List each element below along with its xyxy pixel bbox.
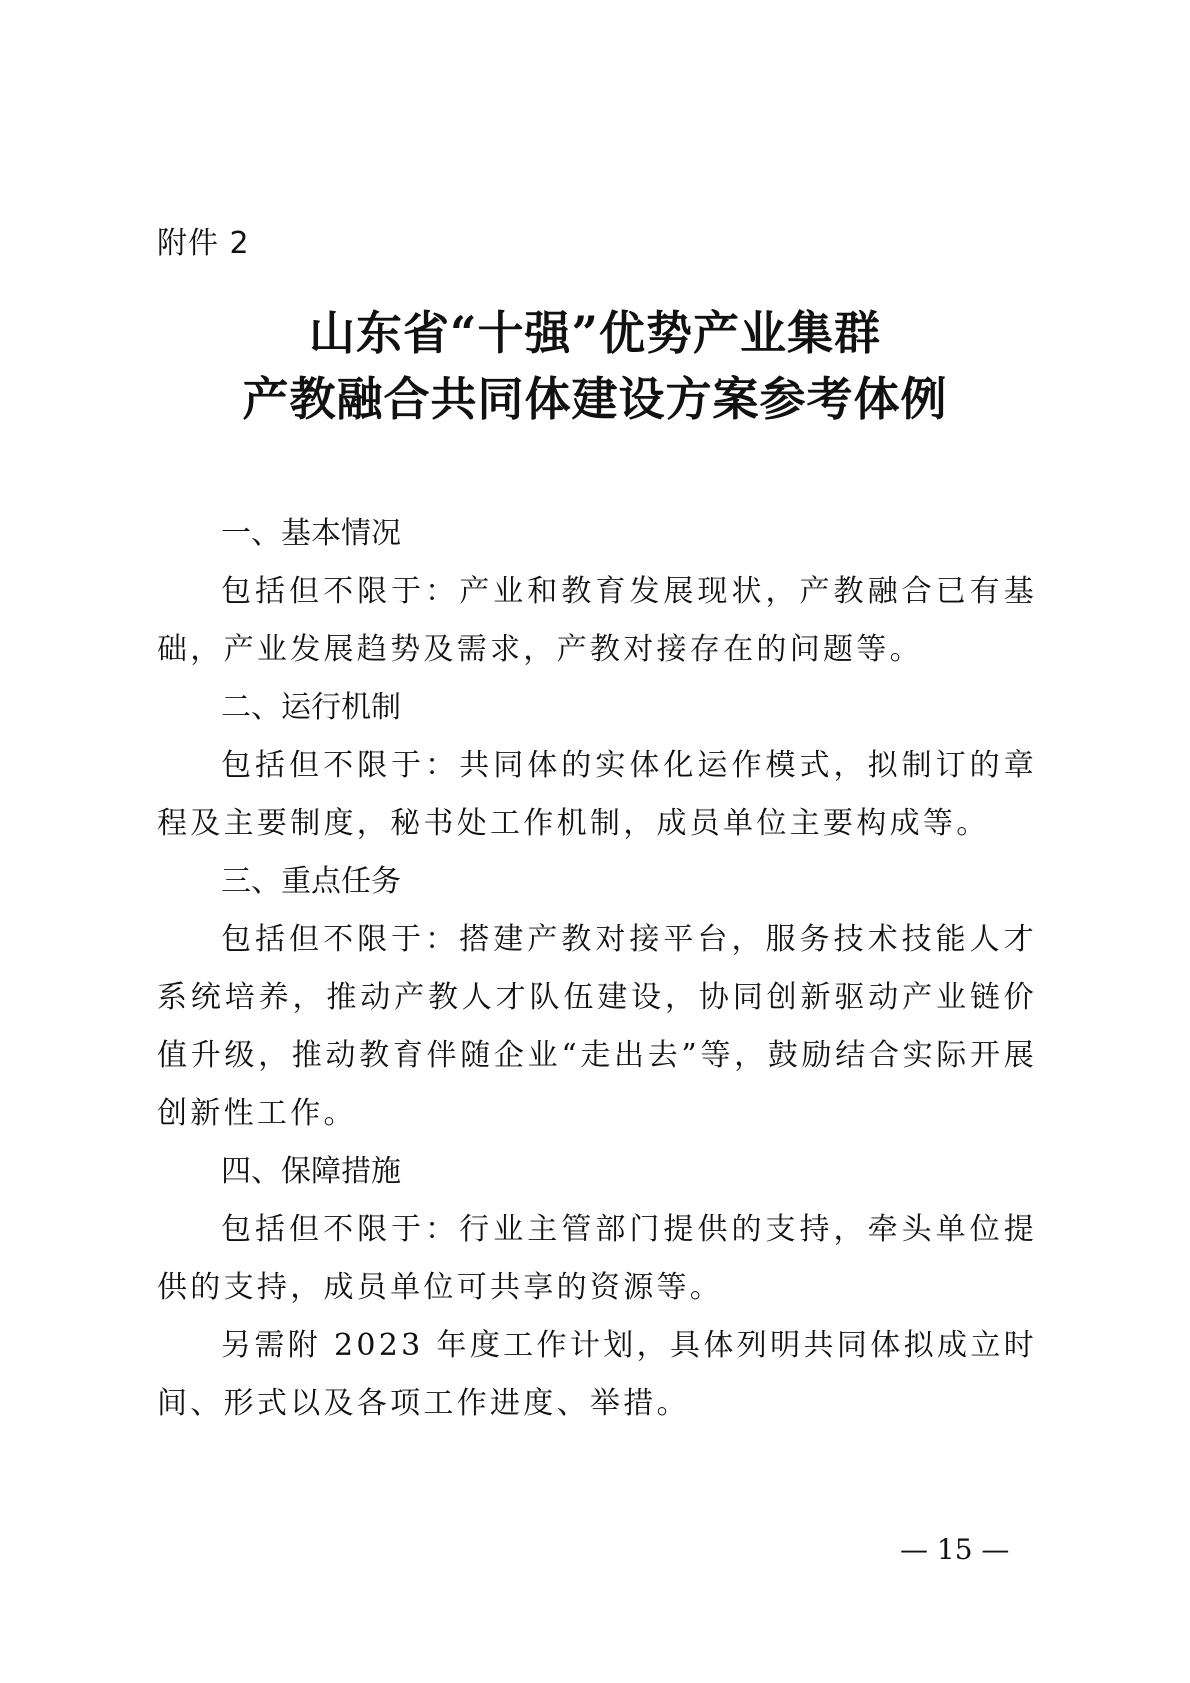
section-text-safeguards: 包括但不限于：行业主管部门提供的支持，牵头单位提供的支持，成员单位可共享的资源等。	[157, 1212, 1037, 1305]
section-heading-operating-mechanism: 二、运行机制	[221, 690, 401, 725]
section-text-basic-situation: 包括但不限于：产业和教育发展现状，产教融合已有基础，产业发展趋势及需求，产教对接存在的问题等。	[157, 574, 1037, 667]
closing-paragraph: 另需附 2023 年度工作计划，具体列明共同体拟成立时间、形式以及各项工作进度、举措。	[157, 1328, 1037, 1421]
title-line-1: 山东省“十强”优势产业集群	[309, 306, 881, 360]
attachment-label: 附件 2	[157, 226, 250, 261]
page-number: — 15 —	[900, 1533, 1010, 1566]
section-heading-key-tasks: 三、重点任务	[221, 864, 401, 899]
document-title	[0, 300, 1190, 432]
section-text-operating-mechanism: 包括但不限于：共同体的实体化运作模式，拟制订的章程及主要制度，秘书处工作机制，成员单位主要构成等。	[157, 748, 1037, 841]
document-body	[157, 505, 1037, 1433]
section-text-key-tasks: 包括但不限于：搭建产教对接平台，服务技术技能人才系统培养，推动产教人才队伍建设，协同创新驱动产业链价值升级，推动教育伴随企业“走出去”等，鼓励结合实际开展创新性工作。	[157, 922, 1037, 1131]
section-heading-safeguards: 四、保障措施	[221, 1154, 401, 1189]
title-line-2: 产教融合共同体建设方案参考体例	[242, 372, 948, 426]
section-heading-basic-situation: 一、基本情况	[221, 516, 401, 551]
